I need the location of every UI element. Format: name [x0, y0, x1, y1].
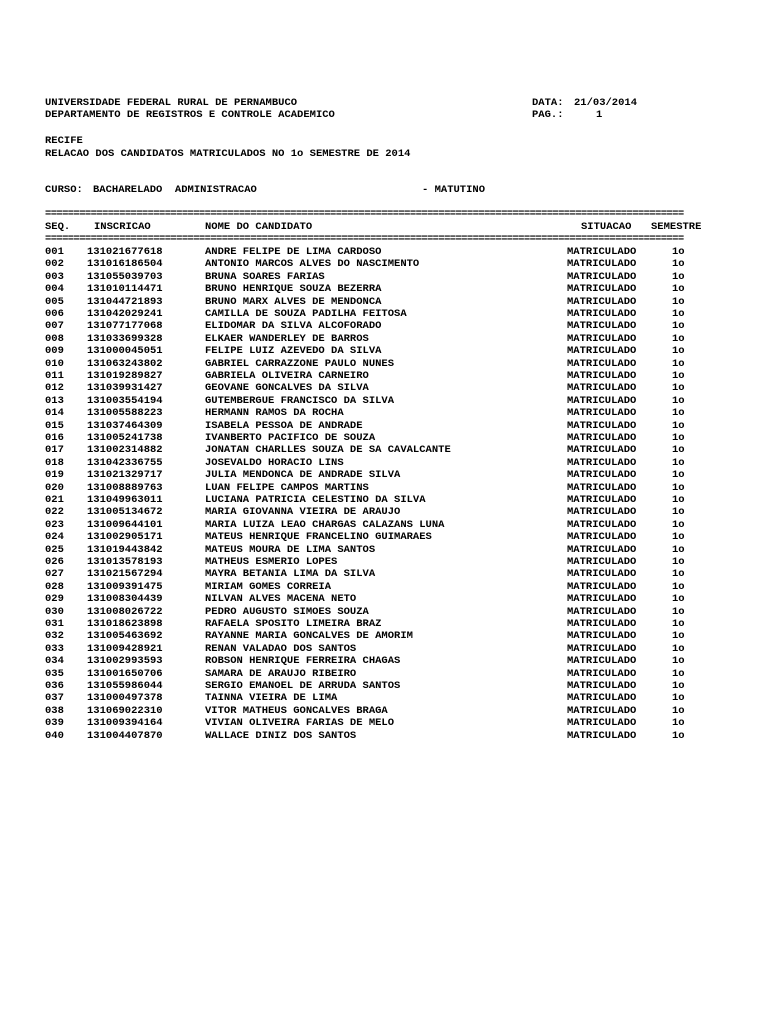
row-inscricao: 131008304439	[87, 593, 163, 606]
table-top-rule: ================================================================================================================	[45, 210, 684, 218]
row-inscricao: 131018623898	[87, 618, 163, 630]
row-inscricao: 131005588223	[87, 407, 163, 420]
row-seq: 017	[45, 444, 64, 457]
table-header-rule: ================================================================================================================	[45, 235, 684, 243]
row-seq: 034	[45, 655, 64, 668]
row-inscricao: 131009428921	[87, 642, 163, 655]
row-inscricao: 131039931427	[87, 382, 163, 395]
row-candidate-name: GEOVANE GONCALVES DA SILVA	[205, 382, 369, 395]
row-inscricao: 131069022310	[87, 704, 163, 717]
row-inscricao: 131002314882	[87, 444, 163, 457]
table-row	[0, 630, 768, 642]
row-candidate-name: ELKAER WANDERLEY DE BARROS	[205, 332, 369, 345]
row-seq: 011	[45, 370, 64, 382]
row-semestre: 1o	[672, 655, 685, 668]
date-value: 21/03/2014	[574, 97, 638, 109]
row-semestre: 1o	[672, 717, 685, 730]
row-candidate-name: MATEUS HENRIQUE FRANCELINO GUIMARAES	[205, 531, 432, 544]
row-semestre: 1o	[672, 432, 685, 444]
row-seq: 024	[45, 531, 64, 544]
row-semestre: 1o	[672, 481, 685, 494]
row-inscricao: 131055039703	[87, 270, 163, 283]
table-row	[0, 494, 768, 506]
row-candidate-name: NILVAN ALVES MACENA NETO	[205, 593, 357, 606]
row-semestre: 1o	[672, 630, 685, 643]
table-header-row	[0, 221, 768, 233]
table-row	[0, 358, 768, 370]
table-row	[0, 655, 768, 667]
course-label: CURSO:	[45, 184, 83, 196]
row-inscricao: 131063243802	[87, 357, 163, 370]
row-semestre: 1o	[672, 667, 685, 680]
row-seq: 026	[45, 556, 64, 568]
row-semestre: 1o	[672, 419, 685, 432]
table-row	[0, 345, 768, 357]
row-candidate-name: MIRIAM GOMES CORREIA	[205, 580, 332, 593]
row-semestre: 1o	[672, 332, 685, 345]
row-semestre: 1o	[672, 469, 685, 482]
row-candidate-name: LUAN FELIPE CAMPOS MARTINS	[205, 481, 369, 494]
row-candidate-name: MARIA GIOVANNA VIEIRA DE ARAUJO	[205, 506, 401, 519]
row-seq: 031	[45, 618, 64, 630]
row-seq: 028	[45, 580, 64, 593]
row-candidate-name: ELIDOMAR DA SILVA ALCOFORADO	[205, 320, 382, 333]
row-inscricao: 131049963011	[87, 494, 163, 506]
row-semestre: 1o	[672, 357, 685, 370]
row-inscricao: 131016186504	[87, 258, 163, 271]
row-semestre: 1o	[672, 506, 685, 519]
table-row	[0, 296, 768, 308]
row-seq: 030	[45, 605, 64, 618]
table-row	[0, 432, 768, 444]
row-situacao: MATRICULADO	[567, 295, 637, 308]
row-situacao: MATRICULADO	[567, 655, 637, 668]
table-row	[0, 618, 768, 630]
row-inscricao: 131003554194	[87, 394, 163, 407]
column-header-situacao: SITUACAO	[581, 221, 632, 233]
row-seq: 035	[45, 667, 64, 680]
row-semestre: 1o	[672, 246, 685, 258]
row-situacao: MATRICULADO	[567, 382, 637, 395]
table-row	[0, 469, 768, 481]
row-candidate-name: HERMANN RAMOS DA ROCHA	[205, 407, 344, 420]
row-seq: 036	[45, 680, 64, 692]
row-seq: 038	[45, 704, 64, 717]
row-inscricao: 131008889763	[87, 481, 163, 494]
row-seq: 029	[45, 593, 64, 606]
row-inscricao: 131001650706	[87, 667, 163, 680]
row-candidate-name: PEDRO AUGUSTO SIMOES SOUZA	[205, 605, 369, 618]
row-seq: 009	[45, 345, 64, 358]
row-candidate-name: JOSEVALDO HORACIO LINS	[205, 456, 344, 469]
row-inscricao: 131009644101	[87, 518, 163, 531]
table-row	[0, 531, 768, 543]
row-semestre: 1o	[672, 518, 685, 531]
row-situacao: MATRICULADO	[567, 481, 637, 494]
row-situacao: MATRICULADO	[567, 518, 637, 531]
row-seq: 002	[45, 258, 64, 271]
row-candidate-name: VITOR MATHEUS GONCALVES BRAGA	[205, 704, 388, 717]
table-row	[0, 407, 768, 419]
table-row	[0, 457, 768, 469]
row-inscricao: 131005241738	[87, 432, 163, 444]
row-candidate-name: MATEUS MOURA DE LIMA SANTOS	[205, 543, 376, 556]
table-row	[0, 444, 768, 456]
row-situacao: MATRICULADO	[567, 680, 637, 692]
row-situacao: MATRICULADO	[567, 568, 637, 581]
row-seq: 010	[45, 357, 64, 370]
row-candidate-name: CAMILLA DE SOUZA PADILHA FEITOSA	[205, 308, 407, 320]
row-situacao: MATRICULADO	[567, 580, 637, 593]
row-seq: 033	[45, 642, 64, 655]
column-header-inscricao: INSCRICAO	[94, 221, 151, 233]
row-inscricao: 131005463692	[87, 630, 163, 643]
row-seq: 019	[45, 469, 64, 482]
row-candidate-name: GABRIELA OLIVEIRA CARNEIRO	[205, 370, 369, 382]
row-situacao: MATRICULADO	[567, 667, 637, 680]
row-seq: 039	[45, 717, 64, 730]
row-candidate-name: ISABELA PESSOA DE ANDRADE	[205, 419, 363, 432]
row-semestre: 1o	[672, 295, 685, 308]
row-seq: 015	[45, 419, 64, 432]
row-inscricao: 131077177068	[87, 320, 163, 333]
row-situacao: MATRICULADO	[567, 370, 637, 382]
table-row	[0, 581, 768, 593]
row-situacao: MATRICULADO	[567, 717, 637, 730]
table-row	[0, 382, 768, 394]
table-row	[0, 320, 768, 332]
row-situacao: MATRICULADO	[567, 432, 637, 444]
row-candidate-name: RAYANNE MARIA GONCALVES DE AMORIM	[205, 630, 413, 643]
row-inscricao: 131009391475	[87, 580, 163, 593]
table-row	[0, 717, 768, 729]
row-semestre: 1o	[672, 556, 685, 568]
row-candidate-name: BRUNO MARX ALVES DE MENDONCA	[205, 295, 382, 308]
row-semestre: 1o	[672, 258, 685, 271]
page-label: PAG.:	[532, 109, 564, 121]
table-row	[0, 308, 768, 320]
table-row	[0, 420, 768, 432]
row-semestre: 1o	[672, 345, 685, 358]
row-semestre: 1o	[672, 692, 685, 705]
table-row	[0, 593, 768, 605]
row-situacao: MATRICULADO	[567, 506, 637, 519]
table-row	[0, 730, 768, 742]
row-situacao: MATRICULADO	[567, 531, 637, 544]
table-row	[0, 258, 768, 270]
row-candidate-name: SAMARA DE ARAUJO RIBEIRO	[205, 667, 357, 680]
department-name: DEPARTAMENTO DE REGISTROS E CONTROLE ACADEMICO	[45, 109, 335, 121]
row-situacao: MATRICULADO	[567, 692, 637, 705]
city-name: RECIFE	[45, 135, 83, 147]
row-semestre: 1o	[672, 270, 685, 283]
table-row	[0, 370, 768, 382]
row-candidate-name: MATHEUS ESMERIO LOPES	[205, 556, 338, 568]
row-situacao: MATRICULADO	[567, 642, 637, 655]
column-header-seq: SEQ.	[45, 221, 71, 233]
row-seq: 037	[45, 692, 64, 705]
row-inscricao: 131037464309	[87, 419, 163, 432]
row-situacao: MATRICULADO	[567, 729, 637, 742]
row-semestre: 1o	[672, 704, 685, 717]
row-situacao: MATRICULADO	[567, 308, 637, 320]
table-row	[0, 271, 768, 283]
row-situacao: MATRICULADO	[567, 456, 637, 469]
row-semestre: 1o	[672, 394, 685, 407]
row-situacao: MATRICULADO	[567, 618, 637, 630]
row-situacao: MATRICULADO	[567, 704, 637, 717]
row-semestre: 1o	[672, 370, 685, 382]
row-situacao: MATRICULADO	[567, 543, 637, 556]
row-semestre: 1o	[672, 531, 685, 544]
row-situacao: MATRICULADO	[567, 320, 637, 333]
row-candidate-name: MARIA LUIZA LEAO CHARGAS CALAZANS LUNA	[205, 518, 445, 531]
table-row	[0, 606, 768, 618]
row-seq: 012	[45, 382, 64, 395]
row-seq: 003	[45, 270, 64, 283]
row-seq: 027	[45, 568, 64, 581]
table-row	[0, 246, 768, 258]
row-seq: 013	[45, 394, 64, 407]
row-semestre: 1o	[672, 593, 685, 606]
row-inscricao: 131010114471	[87, 283, 163, 296]
row-candidate-name: GABRIEL CARRAZZONE PAULO NUNES	[205, 357, 395, 370]
row-inscricao: 131055986044	[87, 680, 163, 692]
row-situacao: MATRICULADO	[567, 556, 637, 568]
row-seq: 040	[45, 729, 64, 742]
row-situacao: MATRICULADO	[567, 444, 637, 457]
row-seq: 021	[45, 494, 64, 506]
row-situacao: MATRICULADO	[567, 394, 637, 407]
row-situacao: MATRICULADO	[567, 332, 637, 345]
row-inscricao: 131019289827	[87, 370, 163, 382]
row-inscricao: 131002905171	[87, 531, 163, 544]
row-inscricao: 131021567294	[87, 568, 163, 581]
row-inscricao: 131008026722	[87, 605, 163, 618]
table-row	[0, 556, 768, 568]
row-inscricao: 131009394164	[87, 717, 163, 730]
row-candidate-name: ANDRE FELIPE DE LIMA CARDOSO	[205, 246, 382, 258]
row-semestre: 1o	[672, 494, 685, 506]
shift-name: - MATUTINO	[422, 184, 486, 196]
row-inscricao: 131019443842	[87, 543, 163, 556]
row-inscricao: 131004407870	[87, 729, 163, 742]
university-name: UNIVERSIDADE FEDERAL RURAL DE PERNAMBUCO	[45, 97, 298, 109]
table-row	[0, 506, 768, 518]
row-situacao: MATRICULADO	[567, 605, 637, 618]
row-semestre: 1o	[672, 407, 685, 420]
row-semestre: 1o	[672, 568, 685, 581]
table-row	[0, 680, 768, 692]
table-row	[0, 482, 768, 494]
table-row	[0, 692, 768, 704]
row-candidate-name: ANTONIO MARCOS ALVES DO NASCIMENTO	[205, 258, 420, 271]
row-semestre: 1o	[672, 543, 685, 556]
date-label: DATA:	[532, 97, 564, 109]
row-candidate-name: TAINNA VIEIRA DE LIMA	[205, 692, 338, 705]
row-seq: 014	[45, 407, 64, 420]
row-inscricao: 131042336755	[87, 456, 163, 469]
row-situacao: MATRICULADO	[567, 419, 637, 432]
row-semestre: 1o	[672, 382, 685, 395]
table-row	[0, 333, 768, 345]
row-semestre: 1o	[672, 320, 685, 333]
row-situacao: MATRICULADO	[567, 630, 637, 643]
row-seq: 005	[45, 295, 64, 308]
row-inscricao: 131021677618	[87, 246, 163, 258]
row-inscricao: 131033699328	[87, 332, 163, 345]
row-seq: 008	[45, 332, 64, 345]
row-situacao: MATRICULADO	[567, 357, 637, 370]
row-semestre: 1o	[672, 283, 685, 296]
row-candidate-name: MAYRA BETANIA LIMA DA SILVA	[205, 568, 376, 581]
row-candidate-name: BRUNO HENRIQUE SOUZA BEZERRA	[205, 283, 382, 296]
row-seq: 007	[45, 320, 64, 333]
row-candidate-name: JONATAN CHARLLES SOUZA DE SA CAVALCANTE	[205, 444, 451, 457]
row-semestre: 1o	[672, 308, 685, 320]
row-situacao: MATRICULADO	[567, 283, 637, 296]
row-seq: 001	[45, 246, 64, 258]
table-row	[0, 519, 768, 531]
row-situacao: MATRICULADO	[567, 345, 637, 358]
row-seq: 025	[45, 543, 64, 556]
row-inscricao: 131044721893	[87, 295, 163, 308]
table-row	[0, 544, 768, 556]
table-row	[0, 283, 768, 295]
row-semestre: 1o	[672, 642, 685, 655]
row-semestre: 1o	[672, 444, 685, 457]
course-name: BACHARELADO ADMINISTRACAO	[93, 184, 257, 196]
table-row	[0, 668, 768, 680]
row-seq: 022	[45, 506, 64, 519]
row-candidate-name: VIVIAN OLIVEIRA FARIAS DE MELO	[205, 717, 395, 730]
row-inscricao: 131000045051	[87, 345, 163, 358]
row-semestre: 1o	[672, 580, 685, 593]
column-header-semestre: SEMESTRE	[651, 221, 702, 233]
report-title: RELACAO DOS CANDIDATOS MATRICULADOS NO 1o SEMESTRE DE 2014	[45, 148, 411, 160]
table-row	[0, 705, 768, 717]
row-semestre: 1o	[672, 605, 685, 618]
row-situacao: MATRICULADO	[567, 494, 637, 506]
row-seq: 006	[45, 308, 64, 320]
row-semestre: 1o	[672, 680, 685, 692]
row-situacao: MATRICULADO	[567, 407, 637, 420]
row-situacao: MATRICULADO	[567, 258, 637, 271]
table-row	[0, 395, 768, 407]
row-seq: 032	[45, 630, 64, 643]
row-semestre: 1o	[672, 456, 685, 469]
table-row	[0, 643, 768, 655]
row-seq: 018	[45, 456, 64, 469]
row-candidate-name: IVANBERTO PACIFICO DE SOUZA	[205, 432, 376, 444]
row-candidate-name: GUTEMBERGUE FRANCISCO DA SILVA	[205, 394, 395, 407]
row-candidate-name: RENAN VALADAO DOS SANTOS	[205, 642, 357, 655]
column-header-nome: NOME DO CANDIDATO	[205, 221, 313, 233]
row-inscricao: 131013578193	[87, 556, 163, 568]
row-candidate-name: RAFAELA SPOSITO LIMEIRA BRAZ	[205, 618, 382, 630]
row-situacao: MATRICULADO	[567, 593, 637, 606]
table-row	[0, 568, 768, 580]
row-seq: 004	[45, 283, 64, 296]
row-situacao: MATRICULADO	[567, 469, 637, 482]
row-inscricao: 131005134672	[87, 506, 163, 519]
row-semestre: 1o	[672, 618, 685, 630]
row-situacao: MATRICULADO	[567, 270, 637, 283]
row-inscricao: 131042029241	[87, 308, 163, 320]
row-candidate-name: FELIPE LUIZ AZEVEDO DA SILVA	[205, 345, 382, 358]
page-number: 1	[596, 109, 603, 121]
row-candidate-name: LUCIANA PATRICIA CELESTINO DA SILVA	[205, 494, 426, 506]
row-candidate-name: BRUNA SOARES FARIAS	[205, 270, 325, 283]
row-inscricao: 131002993593	[87, 655, 163, 668]
row-inscricao: 131021329717	[87, 469, 163, 482]
row-seq: 020	[45, 481, 64, 494]
row-candidate-name: WALLACE DINIZ DOS SANTOS	[205, 729, 357, 742]
row-inscricao: 131000497378	[87, 692, 163, 705]
row-candidate-name: ROBSON HENRIQUE FERREIRA CHAGAS	[205, 655, 401, 668]
row-candidate-name: SERGIO EMANOEL DE ARRUDA SANTOS	[205, 680, 401, 692]
row-candidate-name: JULIA MENDONCA DE ANDRADE SILVA	[205, 469, 401, 482]
row-seq: 023	[45, 518, 64, 531]
row-seq: 016	[45, 432, 64, 444]
row-semestre: 1o	[672, 729, 685, 742]
row-situacao: MATRICULADO	[567, 246, 637, 258]
